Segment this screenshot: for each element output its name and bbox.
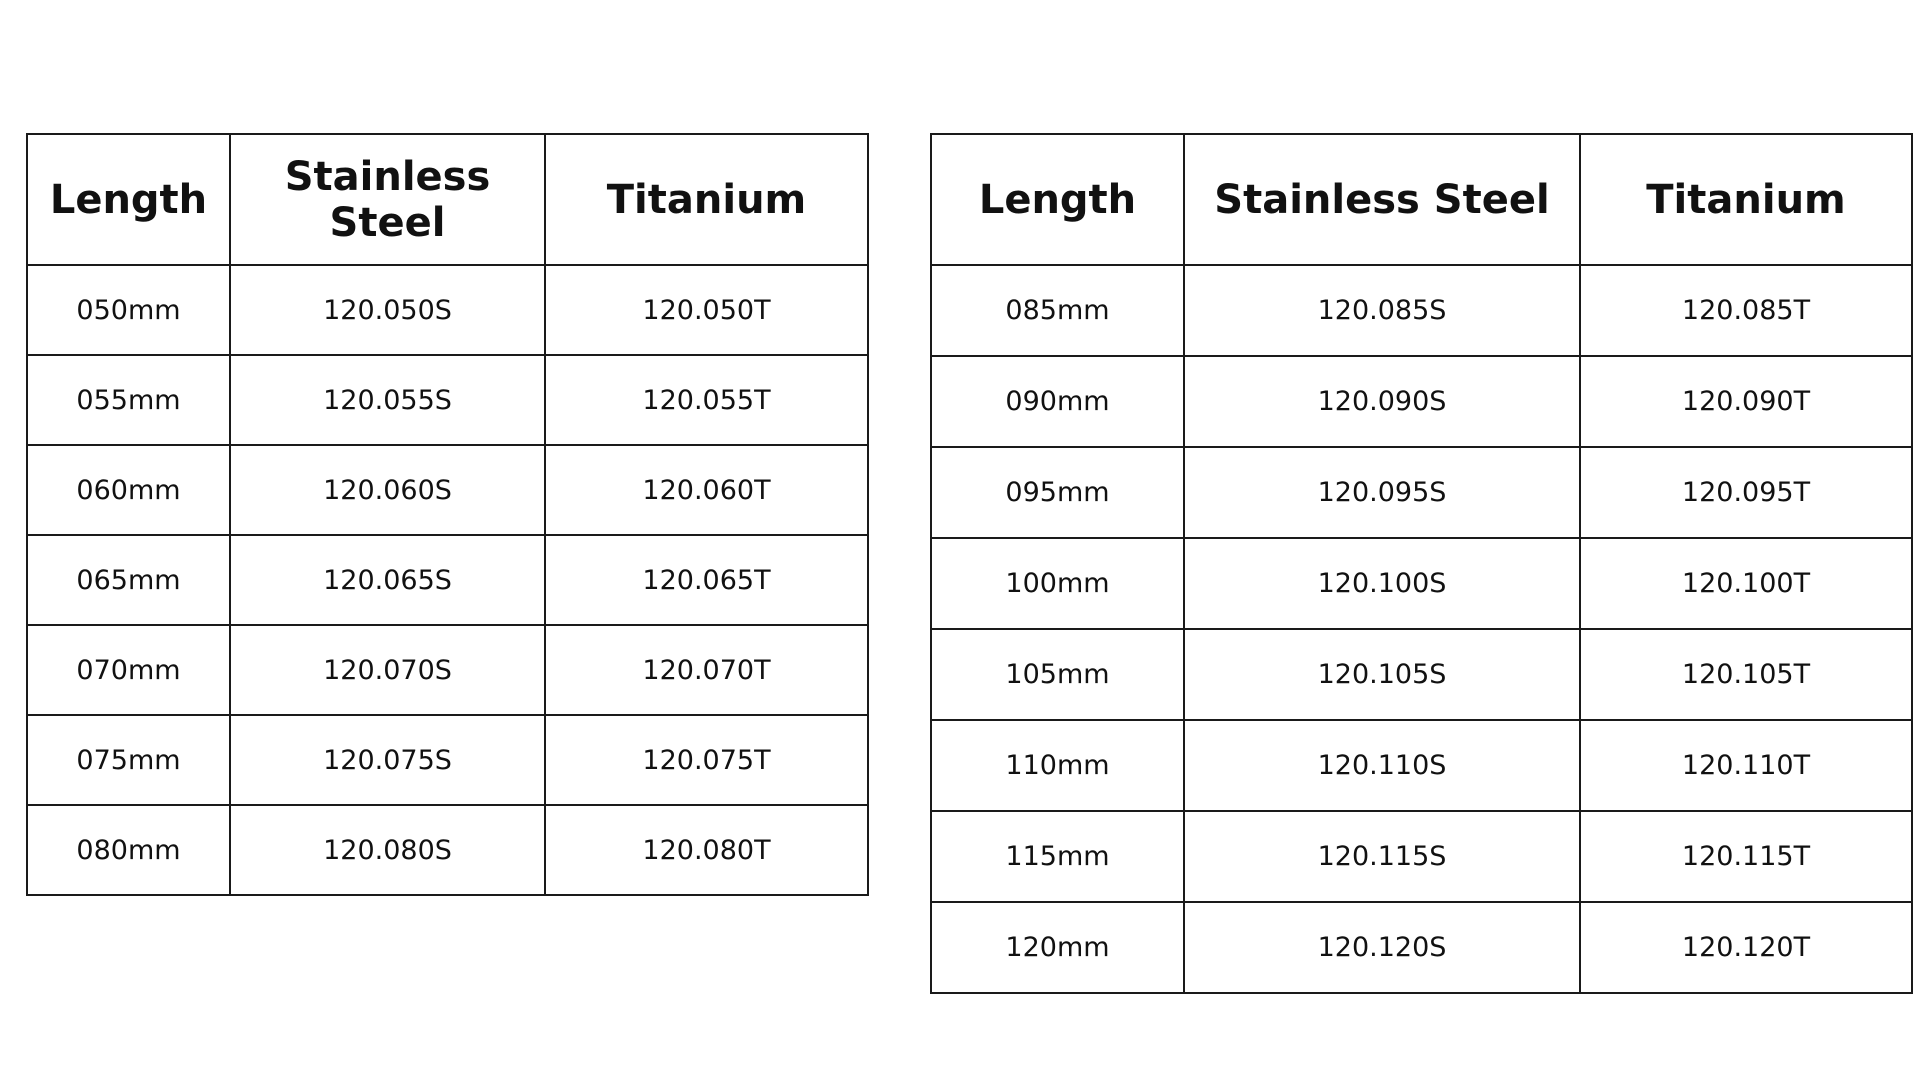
length-cell: 090mm (931, 356, 1184, 447)
length-cell: 115mm (931, 811, 1184, 902)
titanium-code-cell: 120.055T (545, 355, 868, 445)
stainless-steel-code-cell: 120.080S (230, 805, 545, 895)
stainless-steel-code-cell: 120.120S (1184, 902, 1580, 993)
length-cell: 095mm (931, 447, 1184, 538)
table-row (931, 720, 1912, 811)
length-cell: 105mm (931, 629, 1184, 720)
table-row (27, 265, 868, 355)
stainless-steel-code-cell: 120.065S (230, 535, 545, 625)
table-row (27, 715, 868, 805)
table-row (931, 538, 1912, 629)
table-row (931, 902, 1912, 993)
stainless-steel-code-cell: 120.100S (1184, 538, 1580, 629)
titanium-code-cell: 120.095T (1580, 447, 1912, 538)
titanium-code-cell: 120.060T (545, 445, 868, 535)
header-titanium: Titanium (1580, 134, 1912, 265)
header-stainless-steel: Stainless Steel (1184, 134, 1580, 265)
titanium-code-cell: 120.080T (545, 805, 868, 895)
header-length: Length (931, 134, 1184, 265)
stainless-steel-code-cell: 120.060S (230, 445, 545, 535)
stainless-steel-code-cell: 120.085S (1184, 265, 1580, 356)
length-cell: 070mm (27, 625, 230, 715)
table-row (27, 445, 868, 535)
titanium-code-cell: 120.050T (545, 265, 868, 355)
size-table-left (26, 133, 869, 896)
titanium-code-cell: 120.120T (1580, 902, 1912, 993)
table-row (27, 355, 868, 445)
table-row (27, 625, 868, 715)
table-row (931, 447, 1912, 538)
header-length: Length (27, 134, 230, 265)
titanium-code-cell: 120.105T (1580, 629, 1912, 720)
table-row (27, 805, 868, 895)
header-titanium: Titanium (545, 134, 868, 265)
length-cell: 085mm (931, 265, 1184, 356)
stainless-steel-code-cell: 120.115S (1184, 811, 1580, 902)
table-row (27, 535, 868, 625)
length-cell: 080mm (27, 805, 230, 895)
stainless-steel-code-cell: 120.110S (1184, 720, 1580, 811)
table-row (931, 356, 1912, 447)
table-row (931, 811, 1912, 902)
length-cell: 065mm (27, 535, 230, 625)
titanium-code-cell: 120.110T (1580, 720, 1912, 811)
titanium-code-cell: 120.075T (545, 715, 868, 805)
length-cell: 055mm (27, 355, 230, 445)
titanium-code-cell: 120.090T (1580, 356, 1912, 447)
header-row (27, 134, 868, 265)
stainless-steel-code-cell: 120.070S (230, 625, 545, 715)
titanium-code-cell: 120.065T (545, 535, 868, 625)
length-cell: 100mm (931, 538, 1184, 629)
stainless-steel-code-cell: 120.050S (230, 265, 545, 355)
titanium-code-cell: 120.115T (1580, 811, 1912, 902)
stainless-steel-code-cell: 120.090S (1184, 356, 1580, 447)
titanium-code-cell: 120.070T (545, 625, 868, 715)
length-cell: 120mm (931, 902, 1184, 993)
length-cell: 060mm (27, 445, 230, 535)
table-row (931, 265, 1912, 356)
length-cell: 110mm (931, 720, 1184, 811)
stainless-steel-code-cell: 120.055S (230, 355, 545, 445)
header-row (931, 134, 1912, 265)
length-cell: 050mm (27, 265, 230, 355)
table-row (931, 629, 1912, 720)
length-cell: 075mm (27, 715, 230, 805)
stainless-steel-code-cell: 120.095S (1184, 447, 1580, 538)
stainless-steel-code-cell: 120.105S (1184, 629, 1580, 720)
titanium-code-cell: 120.085T (1580, 265, 1912, 356)
size-table-right (930, 133, 1913, 994)
titanium-code-cell: 120.100T (1580, 538, 1912, 629)
header-stainless-steel: Stainless Steel (230, 134, 545, 265)
stainless-steel-code-cell: 120.075S (230, 715, 545, 805)
